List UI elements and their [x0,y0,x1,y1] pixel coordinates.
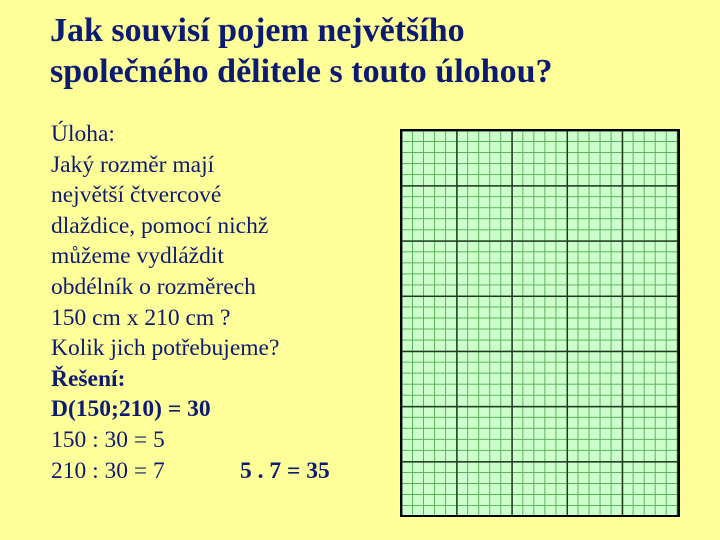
slide-title [50,10,710,92]
tile-count-result: 5 . 7 = 35 [240,457,330,484]
tiling-grid [400,129,680,517]
solution-heading: Řešení: [51,365,126,392]
task-line: obdélník o rozměrech [51,273,256,300]
calc-line-1: 150 : 30 = 5 [51,426,165,453]
calc-line-2-text: 210 : 30 = 7 [51,457,165,484]
task-line: 150 cm x 210 cm ? [51,304,231,331]
calc-line-2 [51,456,381,487]
task-text-block [51,119,381,486]
task-line: Jaký rozměr mají [51,151,215,178]
task-line: největší čtvercové [51,182,222,209]
title-line-2: společného dělitele s touto úlohou? [50,53,553,90]
task-line: dlaždice, pomocí nichž [51,212,269,239]
title-line-1: Jak souvisí pojem největšího [50,12,465,49]
gcd-result: D(150;210) = 30 [51,396,211,423]
task-heading: Úloha: [51,121,115,147]
task-line: můžeme vydláždit [51,243,224,270]
task-line: Kolik jich potřebujeme? [51,335,280,362]
